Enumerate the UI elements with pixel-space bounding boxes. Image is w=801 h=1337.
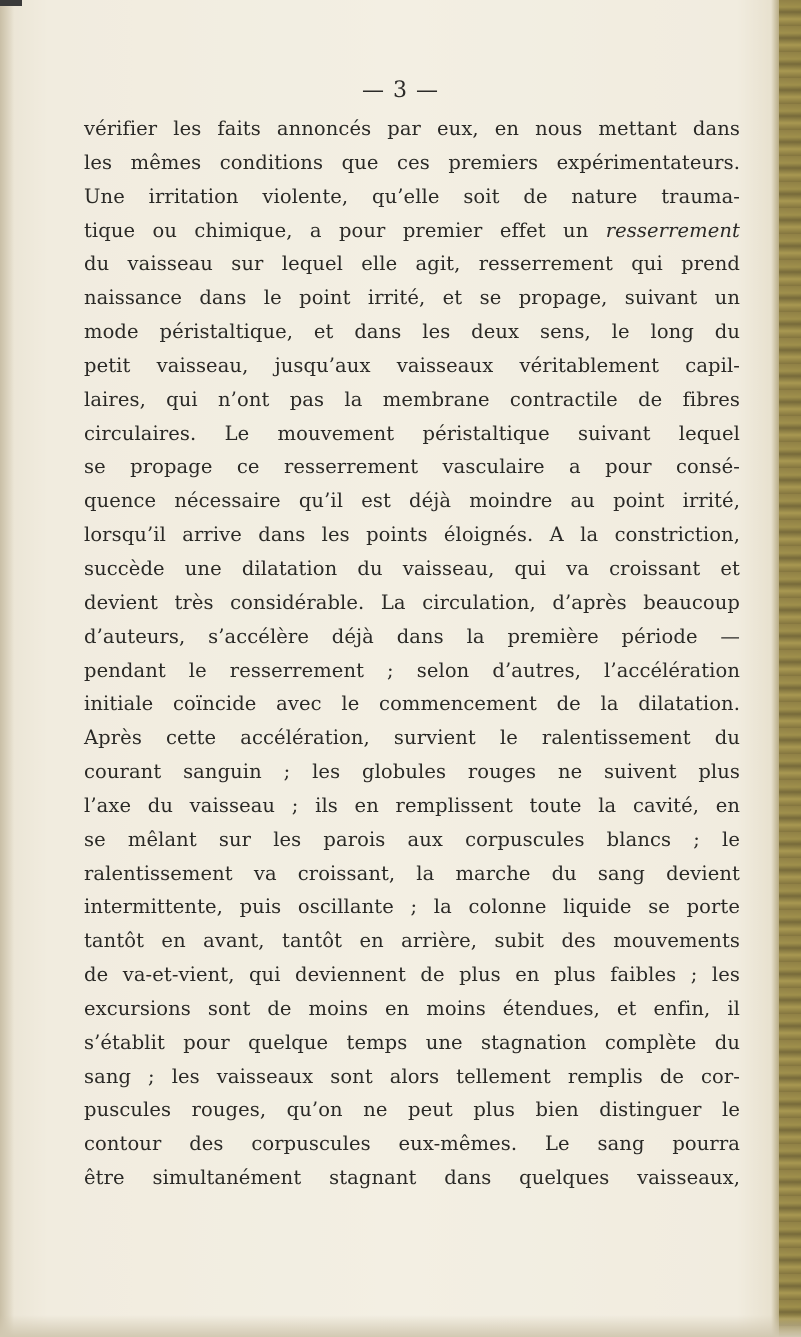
text-line: puscules rouges, qu’on ne peut plus bien distinguer le bbox=[84, 1098, 740, 1122]
scan-corner-mark bbox=[0, 0, 22, 6]
text-line: petit vaisseau, jusqu’aux vaisseaux véritablement capil- bbox=[84, 353, 740, 377]
page-left-shadow bbox=[0, 0, 14, 1337]
text-line: mode péristaltique, et dans les deux sens, le long du bbox=[84, 320, 740, 344]
binding-shadow bbox=[771, 0, 779, 1337]
text-line: l’axe du vaisseau ; ils en remplissent toute la cavité, en bbox=[84, 793, 740, 817]
italic-term: resserrement bbox=[605, 218, 740, 242]
text-line: Une irritation violente, qu’elle soit de nature trauma- bbox=[84, 184, 740, 208]
text-line: de va-et-vient, qui deviennent de plus en plus faibles ; les bbox=[84, 963, 740, 987]
text-line: ralentissement va croissant, la marche du sang devient bbox=[84, 861, 740, 885]
page-number: — 3 — bbox=[362, 78, 439, 103]
text-line: d’auteurs, s’accélère déjà dans la première période — bbox=[84, 624, 740, 648]
text-line: succède une dilatation du vaisseau, qui va croissant et bbox=[84, 556, 740, 580]
text-line: être simultanément stagnant dans quelques vaisseaux, bbox=[84, 1166, 740, 1190]
text-line: lorsqu’il arrive dans les points éloignés. A la constriction, bbox=[84, 523, 740, 547]
text-line: vérifier les faits annoncés par eux, en nous mettant dans bbox=[84, 117, 740, 140]
body-text bbox=[84, 112, 740, 1195]
book-binding-edge bbox=[779, 0, 801, 1337]
text-line: naissance dans le point irrité, et se propage, suivant un bbox=[84, 286, 740, 310]
text-line: excursions sont de moins en moins étendues, et enfin, il bbox=[84, 996, 740, 1020]
text-line: quence nécessaire qu’il est déjà moindre au point irrité, bbox=[84, 489, 740, 513]
text-line: se mêlant sur les parois aux corpuscules blancs ; le bbox=[84, 827, 740, 851]
page-bottom-shadow bbox=[0, 1315, 801, 1337]
text-line: intermittente, puis oscillante ; la colonne liquide se porte bbox=[84, 895, 740, 919]
text-line: laires, qui n’ont pas la membrane contractile de fibres bbox=[84, 387, 740, 411]
text-line: sang ; les vaisseaux sont alors tellement remplis de cor- bbox=[84, 1064, 740, 1088]
text-line: du vaisseau sur lequel elle agit, resserrement qui prend bbox=[84, 252, 740, 276]
text-line-segment: tique ou chimique, a pour premier effet un bbox=[84, 218, 589, 242]
text-line: s’établit pour quelque temps une stagnation complète du bbox=[84, 1030, 740, 1054]
text-line: devient très considérable. La circulation, d’après beaucoup bbox=[84, 590, 740, 614]
text-line: tantôt en avant, tantôt en arrière, subit des mouvements bbox=[84, 929, 740, 953]
text-line: initiale coïncide avec le commencement de la dilatation. bbox=[84, 692, 740, 716]
text-line-with-italic bbox=[84, 214, 740, 248]
text-line: circulaires. Le mouvement péristaltique suivant lequel bbox=[84, 421, 740, 445]
text-line: les mêmes conditions que ces premiers expérimentateurs. bbox=[84, 150, 740, 174]
text-line: contour des corpuscules eux-mêmes. Le sang pourra bbox=[84, 1132, 740, 1156]
text-line: se propage ce resserrement vasculaire a pour consé- bbox=[84, 455, 740, 479]
text-line: courant sanguin ; les globules rouges ne suivent plus bbox=[84, 760, 740, 784]
text-line: pendant le resserrement ; selon d’autres, l’accélération bbox=[84, 658, 740, 682]
text-line: Après cette accélération, survient le ralentissement du bbox=[84, 726, 740, 750]
